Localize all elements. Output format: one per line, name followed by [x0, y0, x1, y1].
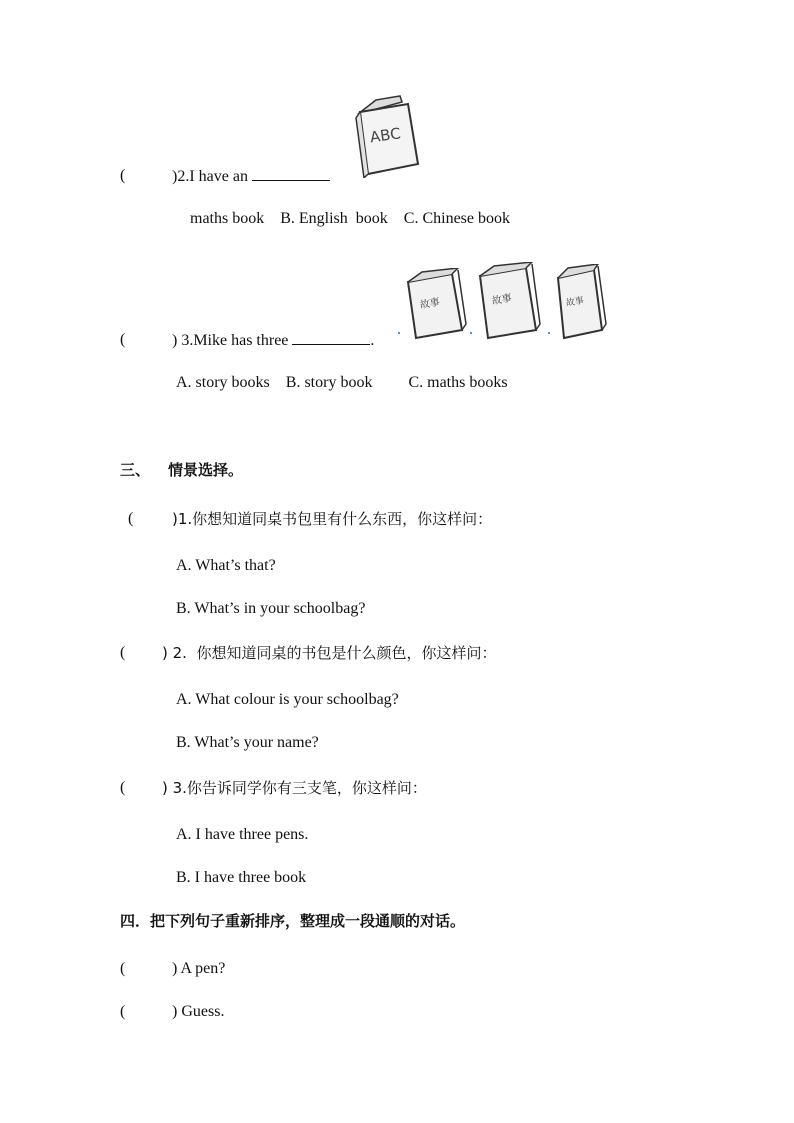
- q3-stem-text: ) 3.Mike has three: [172, 332, 289, 349]
- abc-book-label: ABC: [368, 124, 402, 147]
- s3-q3-option-a: A. I have three pens.: [176, 826, 309, 843]
- q3-answer-blank[interactable]: [292, 330, 370, 345]
- q2-answer-blank[interactable]: [252, 166, 330, 181]
- s4-item-text: ) A pen?: [172, 960, 226, 977]
- q3-period: .: [370, 332, 375, 349]
- q3-stem: [172, 330, 374, 351]
- s3-q3-option-b: B. I have three book: [176, 869, 307, 886]
- decorative-dot: [470, 332, 472, 334]
- section3-heading-number: 三、: [120, 461, 151, 479]
- q2-options: maths book B. English book C. Chinese book: [190, 210, 510, 227]
- s3-q1-option-a: A. What’s that?: [176, 557, 276, 574]
- abc-book-image: [352, 94, 424, 178]
- decorative-dot: [548, 332, 550, 334]
- q2-paren-open: (: [120, 167, 126, 184]
- story-book-image-3: [554, 264, 608, 342]
- story-book-label-3: 故事: [565, 296, 585, 310]
- s3-q2-paren-open: (: [120, 644, 126, 661]
- story-book-image-1: [404, 268, 470, 342]
- story-book-image-2: [476, 262, 544, 342]
- story-book-label-1: 故事: [419, 297, 441, 312]
- s3-q3-paren-open: (: [120, 779, 126, 796]
- s3-q2-option-a: A. What colour is your schoolbag?: [176, 691, 399, 708]
- s3-q1-stem: )1.你想知道同桌书包里有什么东西，你这样问：: [172, 510, 493, 528]
- story-book-label-2: 故事: [491, 293, 513, 308]
- s4-item-text: ) Guess.: [172, 1003, 225, 1020]
- q3-options: A. story books B. story book C. maths books: [176, 374, 508, 391]
- section3-heading: 情景选择。: [168, 461, 244, 479]
- s4-item-paren-open: (: [120, 960, 126, 977]
- s3-q3-stem: ) 3.你告诉同学你有三支笔，你这样问：: [162, 779, 427, 797]
- decorative-dot: [398, 332, 400, 334]
- s3-q2-stem: ) 2. 你想知道同桌的书包是什么颜色，你这样问：: [162, 644, 497, 662]
- q2-stem-text: )2.I have an: [172, 168, 248, 185]
- q2-stem: [172, 166, 330, 187]
- s3-q1-paren-open: (: [128, 510, 134, 527]
- s4-item-paren-open: (: [120, 1003, 126, 1020]
- s3-q1-option-b: B. What’s in your schoolbag?: [176, 600, 366, 617]
- q3-paren-open: (: [120, 331, 126, 348]
- section4-heading: 四．把下列句子重新排序，整理成一段通顺的对话。: [120, 912, 466, 930]
- s3-q2-option-b: B. What’s your name?: [176, 734, 319, 751]
